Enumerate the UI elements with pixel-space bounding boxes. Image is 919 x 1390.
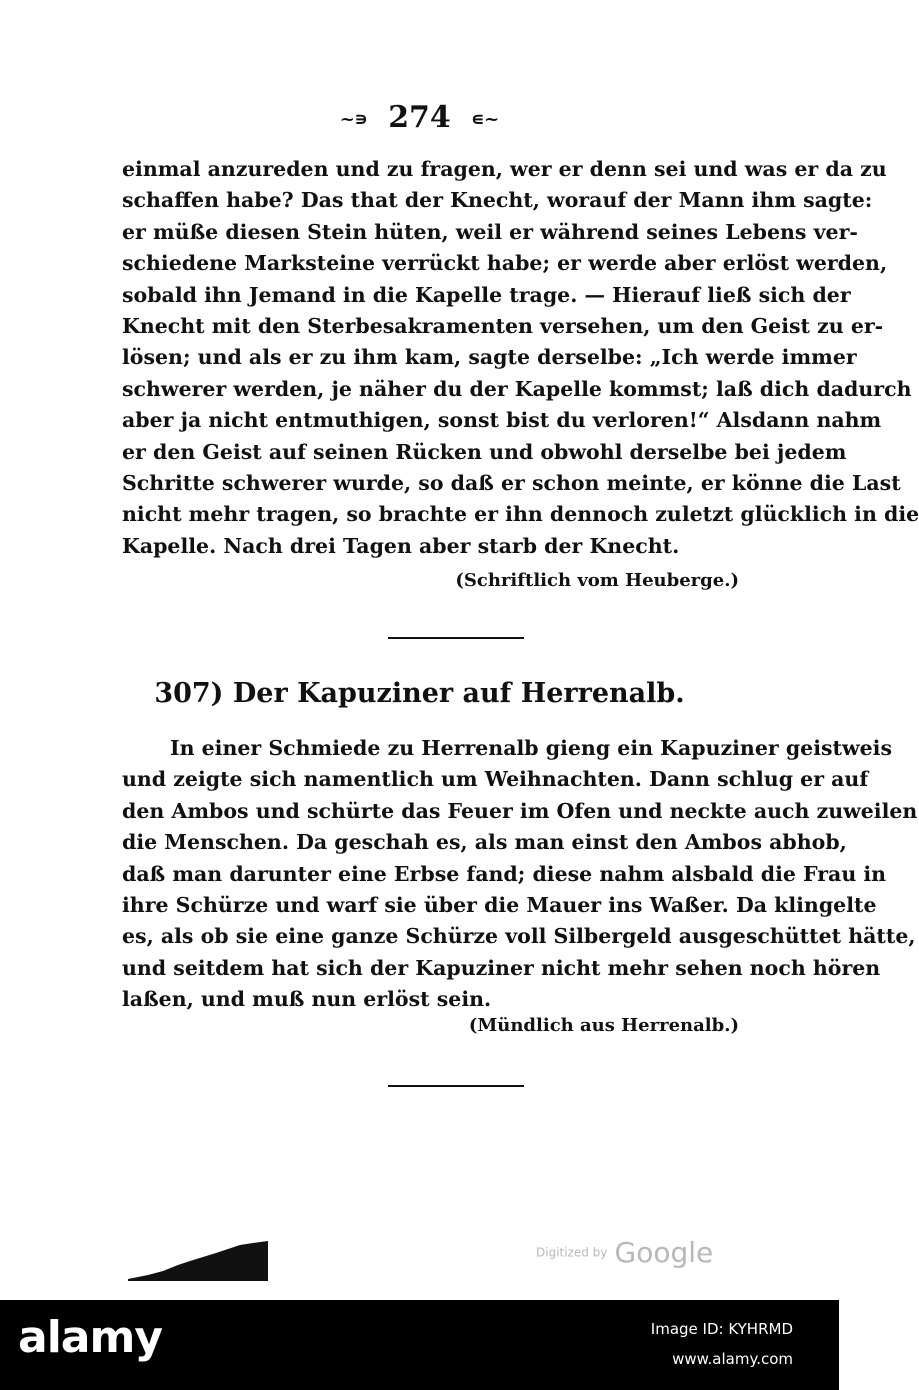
story-source-note: (Mündlich aus Herrenalb.) [468, 1015, 739, 1036]
text-line: schaffen habe? Das that der Knecht, worauf der Mann ihm sagte: [122, 188, 873, 213]
text-line: In einer Schmiede zu Herrenalb gieng ein Kapuziner geistweis [170, 736, 893, 760]
site-url: www.alamy.com [672, 1350, 793, 1368]
text-line: und seitdem hat sich der Kapuziner nicht mehr sehen noch hören [122, 955, 881, 980]
text-line: es, als ob sie eine ganze Schürze voll Silbergeld ausgeschüttet hätte, [122, 924, 916, 949]
text-line: schiedene Marksteine verrückt habe; er werde aber erlöst werden, [122, 251, 888, 276]
text-line: lösen; und als er zu ihm kam, sagte derselbe: „Ich werde immer [122, 345, 857, 370]
stock-footer-bar [0, 1300, 839, 1390]
text-line: schwerer werden, je näher du der Kapelle kommst; laß dich dadurch [122, 376, 912, 401]
ornament-right: ∊~ [471, 108, 500, 130]
text-line: einmal anzureden und zu fragen, wer er denn sei und was er da zu [122, 157, 887, 181]
text-line: nicht mehr tragen, so brachte er ihn dennoch zuletzt glücklich in die [122, 502, 919, 527]
text-line: daß man darunter eine Erbse fand; diese nahm alsbald die Frau in [122, 861, 887, 886]
text-line: ihre Schürze und warf sie über die Mauer ins Waßer. Da klingelte [122, 893, 877, 918]
text-line: und zeigte sich namentlich um Weihnachten. Dann schlug er auf [122, 767, 869, 792]
text-line: laßen, und muß nun erlöst sein. [122, 987, 492, 1012]
page-header [0, 100, 839, 135]
story-continuation-text [122, 154, 919, 562]
watermark-prefix: Digitized by [536, 1245, 608, 1260]
text-line: Knecht mit den Sterbesakramenten versehen, um den Geist zu er- [122, 314, 884, 339]
image-id-label: Image ID: KYHRMD [650, 1320, 793, 1338]
digitized-watermark [536, 1236, 713, 1269]
text-line: aber ja nicht entmuthigen, sonst bist du verloren!“ Alsdann nahm [122, 408, 882, 433]
text-line: Schritte schwerer wurde, so daß er schon meinte, er könne die Last [122, 471, 901, 496]
text-line: er müße diesen Stein hüten, weil er während seines Lebens ver- [122, 219, 858, 244]
story-text [122, 733, 918, 1016]
ornament-left: ~∍ [339, 108, 368, 130]
story-source-note: (Schriftlich vom Heuberge.) [455, 570, 739, 591]
text-line: den Ambos und schürte das Feuer im Ofen und neckte auch zuweilen [122, 798, 918, 823]
text-line: die Menschen. Da geschah es, als man einst den Ambos abhob, [122, 830, 847, 855]
text-line: er den Geist auf seinen Rücken und obwohl derselbe bei jedem [122, 439, 847, 464]
alamy-logo: alamy [18, 1312, 162, 1363]
story-title: 307) Der Kapuziner auf Herrenalb. [154, 678, 685, 709]
google-logo: Google [614, 1236, 714, 1269]
text-line: sobald ihn Jemand in die Kapelle trage. — Hierauf ließ sich der [122, 282, 851, 307]
scan-ink-stain [128, 1235, 268, 1281]
section-divider [388, 1085, 524, 1087]
section-divider [388, 637, 524, 639]
text-line: Kapelle. Nach drei Tagen aber starb der Knecht. [122, 533, 680, 558]
page-number: 274 [388, 100, 451, 135]
